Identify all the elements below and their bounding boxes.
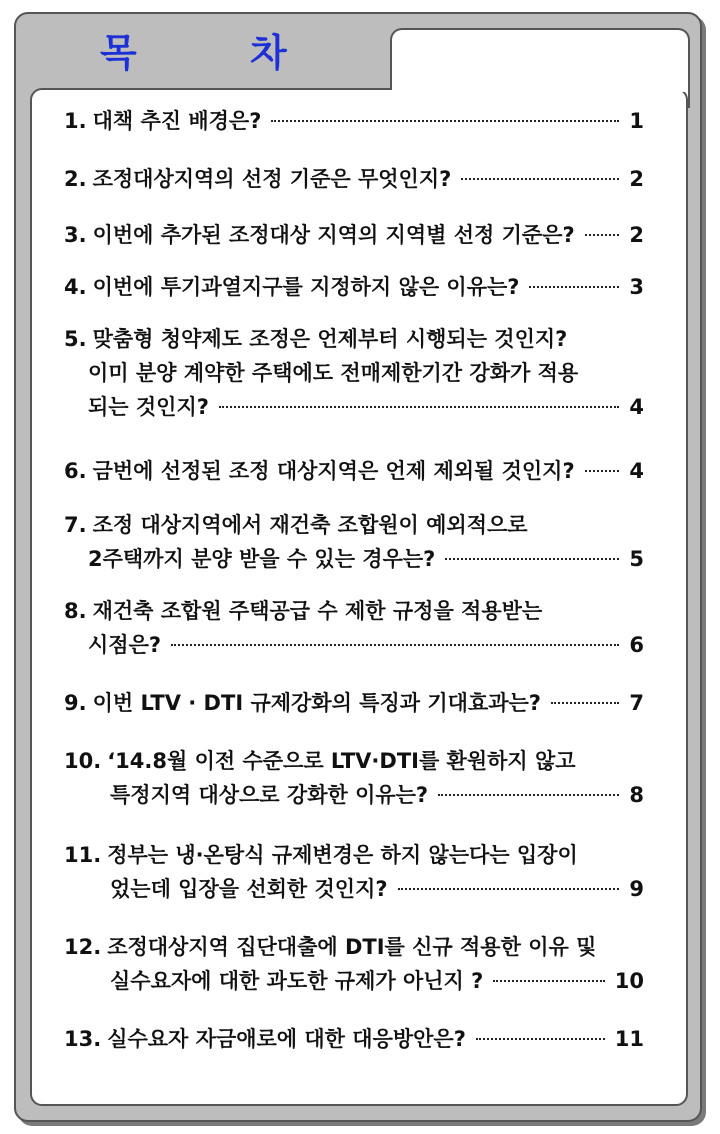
toc-item-line	[64, 686, 644, 720]
toc-item-line	[64, 508, 644, 542]
toc-item-number: 8.	[64, 599, 87, 623]
toc-item-page: 8	[629, 783, 644, 807]
toc-item-line	[64, 390, 644, 424]
toc-item-line	[64, 270, 644, 304]
dot-leader	[171, 644, 619, 646]
toc-item-number: 7.	[64, 513, 87, 537]
toc-item-text: 대책 추진 배경은?	[92, 109, 262, 133]
toc-item	[64, 930, 644, 998]
toc-item-text: 이미 분양 계약한 주택에도 전매제한기간 강화가 적용	[88, 361, 579, 385]
toc-item-text: 이번 LTV · DTI 규제강화의 특징과 기대효과는?	[92, 691, 541, 715]
dot-leader	[529, 286, 619, 288]
toc-item-page: 10	[614, 969, 644, 993]
toc-item	[64, 270, 644, 304]
toc-item-text: ‘14.8월 이전 수준으로 LTV·DTI를 환원하지 않고	[107, 749, 576, 773]
toc-item-page: 11	[614, 1027, 644, 1051]
toc-item-number: 3.	[64, 223, 87, 247]
toc-item-text: 2주택까지 분양 받을 수 있는 경우는?	[88, 547, 436, 571]
dot-leader	[445, 558, 619, 560]
toc-item-number: 10.	[64, 749, 102, 773]
toc-item-text: 조정대상지역 집단대출에 DTI를 신규 적용한 이유 및	[107, 935, 597, 959]
toc-item-text: 시점은?	[88, 633, 162, 657]
toc-item-page: 9	[629, 877, 644, 901]
toc-item-line	[64, 104, 644, 138]
dot-leader	[438, 794, 619, 796]
toc-item-page: 5	[629, 547, 644, 571]
toc-item-page: 4	[629, 395, 644, 419]
toc-item	[64, 744, 644, 812]
toc-item-line	[64, 218, 644, 252]
toc-item-text: 되는 것인지?	[88, 395, 209, 419]
toc-item-page: 6	[629, 633, 644, 657]
toc-item-line	[64, 1022, 644, 1056]
toc-item-page: 2	[629, 223, 644, 247]
toc-item	[64, 686, 644, 720]
dot-leader	[476, 1038, 605, 1040]
toc-item-line	[64, 542, 644, 576]
dot-leader	[493, 980, 604, 982]
toc-item-line	[64, 356, 644, 390]
toc-item-line	[64, 162, 644, 196]
toc-item-text: 조정 대상지역에서 재건축 조합원이 예외적으로	[92, 513, 528, 537]
toc-item-text: 특정지역 대상으로 강화한 이유는?	[110, 783, 429, 807]
toc-item-page: 1	[629, 109, 644, 133]
toc-item	[64, 454, 644, 488]
toc-item-text: 이번에 투기과열지구를 지정하지 않은 이유는?	[92, 275, 520, 299]
toc-item-text: 조정대상지역의 선정 기준은 무엇인지?	[92, 167, 452, 191]
toc-item-text: 금번에 선정된 조정 대상지역은 언제 제외될 것인지?	[92, 459, 575, 483]
toc-item-text: 이번에 추가된 조정대상 지역의 지역별 선정 기준은?	[92, 223, 575, 247]
toc-item-number: 2.	[64, 167, 87, 191]
toc-item-line	[64, 964, 644, 998]
toc-item-page: 3	[629, 275, 644, 299]
toc-item-number: 5.	[64, 327, 87, 351]
dot-leader	[585, 470, 620, 472]
toc-item-line	[64, 778, 644, 812]
dot-leader	[461, 178, 619, 180]
toc-item-line	[64, 454, 644, 488]
toc-item-line	[64, 594, 644, 628]
toc-item-number: 1.	[64, 109, 87, 133]
toc-item-text: 었는데 입장을 선회한 것인지?	[110, 877, 388, 901]
toc-item-line	[64, 322, 644, 356]
toc-item-number: 4.	[64, 275, 87, 299]
toc-item-page: 2	[629, 167, 644, 191]
toc-item-line	[64, 930, 644, 964]
toc-item	[64, 162, 644, 196]
toc-item-text: 정부는 냉·온탕식 규제변경은 하지 않는다는 입장이	[107, 843, 578, 867]
toc-item	[64, 838, 644, 906]
dot-leader	[271, 120, 619, 122]
dot-leader	[398, 888, 620, 890]
toc-item-number: 6.	[64, 459, 87, 483]
toc-item-number: 13.	[64, 1027, 102, 1051]
toc-item-text: 실수요자에 대한 과도한 규제가 아닌지 ?	[110, 969, 484, 993]
toc-item	[64, 508, 644, 576]
toc-item-text: 실수요자 자금애로에 대한 대응방안은?	[107, 1027, 466, 1051]
toc-item-number: 9.	[64, 691, 87, 715]
toc-item	[64, 104, 644, 138]
toc-item	[64, 1022, 644, 1056]
toc-item-text: 맞춤형 청약제도 조정은 언제부터 시행되는 것인지?	[92, 327, 568, 351]
toc-item-line	[64, 744, 644, 778]
toc-item-line	[64, 628, 644, 662]
toc-item	[64, 218, 644, 252]
dot-leader	[219, 406, 619, 408]
toc-item-line	[64, 838, 644, 872]
panel-join	[392, 86, 686, 92]
toc-item-page: 4	[629, 459, 644, 483]
toc-item-number: 12.	[64, 935, 102, 959]
toc-item-number: 11.	[64, 843, 102, 867]
toc-item-page: 7	[629, 691, 644, 715]
dot-leader	[585, 234, 620, 236]
toc-title: 목 차	[100, 31, 337, 75]
dot-leader	[551, 702, 619, 704]
toc-item-line	[64, 872, 644, 906]
toc-item	[64, 594, 644, 662]
toc-item-text: 재건축 조합원 주택공급 수 제한 규정을 적용받는	[92, 599, 543, 623]
toc-item	[64, 322, 644, 424]
